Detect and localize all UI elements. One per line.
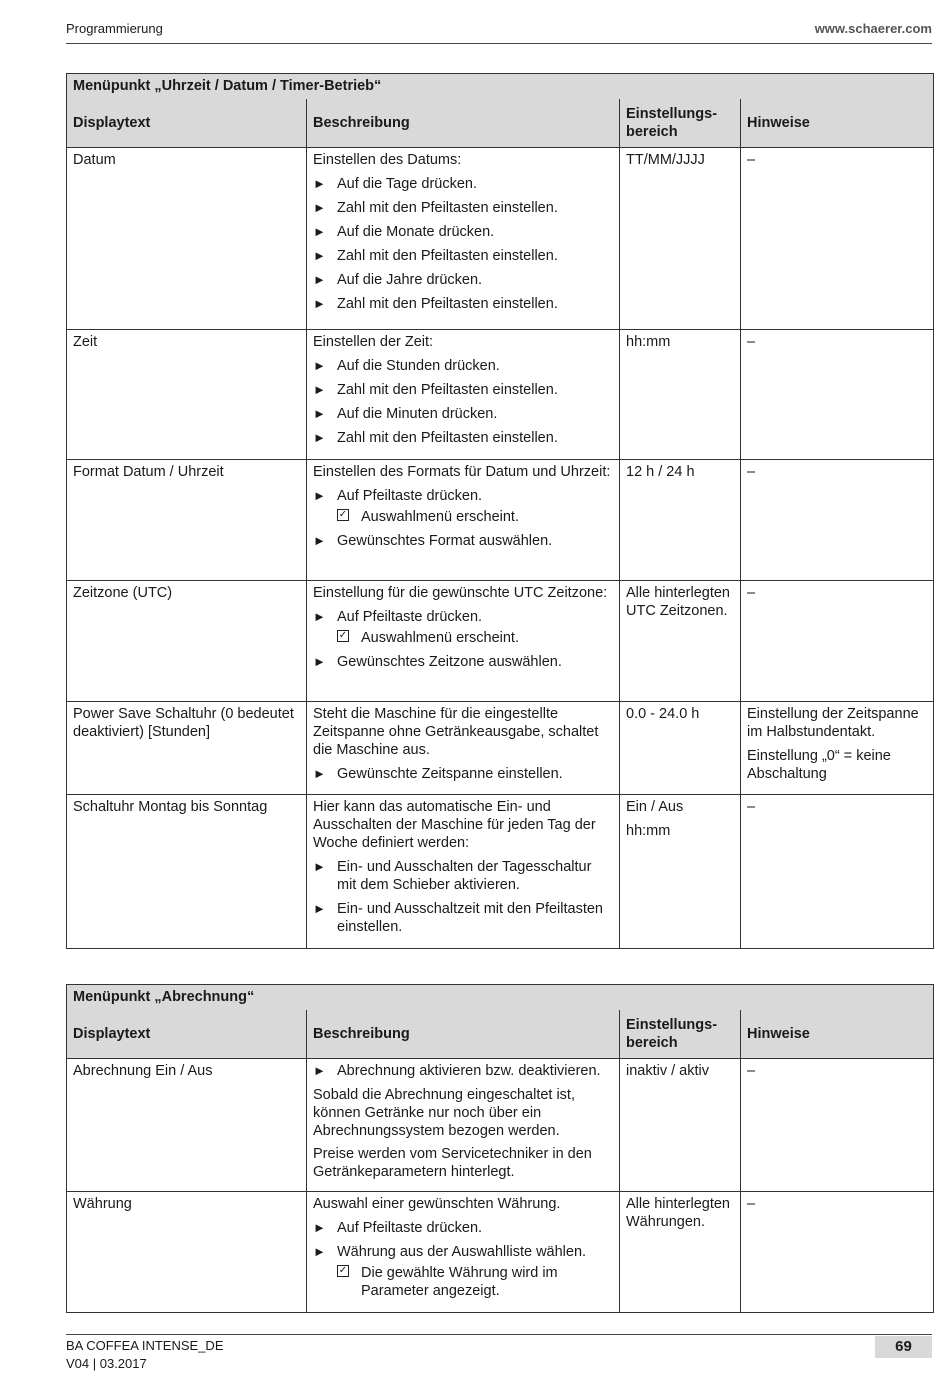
arrow-right-icon: ►: [313, 1243, 326, 1259]
note-text: Einstellung „0“ = keine Abschaltung: [747, 747, 891, 782]
checkbox-checked-icon: ✓: [338, 508, 348, 520]
footer-divider: [66, 1334, 932, 1335]
cell-description: [307, 459, 620, 580]
table-timer-settings: [66, 73, 934, 949]
header-divider: [66, 43, 932, 44]
result-note: [313, 508, 613, 526]
step-text: Gewünschte Zeitspanne einstellen.: [337, 765, 563, 782]
table-billing-settings: [66, 984, 934, 1313]
table-row: [67, 1058, 934, 1191]
step-text: Auf Pfeiltaste drücken.: [337, 608, 483, 625]
step-text: Gewünschtes Format auswählen.: [337, 532, 553, 549]
instruction-step: [313, 429, 613, 447]
col-header-display: Displaytext: [67, 99, 307, 147]
cell-range: [620, 147, 741, 329]
arrow-right-icon: ►: [313, 405, 326, 421]
header-section: Programmierung: [66, 21, 163, 36]
col-header-desc: Beschreibung: [307, 99, 620, 147]
step-text: Auf die Jahre drücken.: [337, 271, 483, 288]
result-text: Die gewählte Währung wird im Parameter angezeigt.: [361, 1264, 558, 1299]
range-value: hh:mm: [626, 822, 671, 839]
step-text: Auf Pfeiltaste drücken.: [337, 1219, 483, 1236]
cell-displaytext: Power Save Schaltuhr (0 bedeutet deaktiviert) [Stunden]: [67, 701, 307, 794]
range-value: inaktiv / aktiv: [626, 1062, 709, 1079]
instruction-step: [313, 199, 613, 217]
table-title: Menüpunkt „Abrechnung“: [67, 985, 934, 1011]
description-lead: Steht die Maschine für die eingestellte Zeitspanne ohne Getränkeausgabe, schaltet die Maschine aus.: [313, 705, 599, 758]
arrow-right-icon: ►: [313, 271, 326, 287]
checkbox-checked-icon: ✓: [338, 629, 348, 641]
description-lead: Hier kann das automatische Ein- und Ausschalten der Maschine für jeden Tag der Woche definiert werden:: [313, 798, 596, 851]
instruction-step: [313, 1062, 613, 1080]
table-row: [67, 329, 934, 459]
table-row: [67, 794, 934, 948]
cell-displaytext: Währung: [67, 1191, 307, 1312]
cell-displaytext: Zeit: [67, 329, 307, 459]
arrow-right-icon: ►: [313, 381, 326, 397]
instruction-step: [313, 1219, 613, 1237]
step-text: Zahl mit den Pfeiltasten einstellen.: [337, 429, 558, 446]
cell-notes: [741, 147, 934, 329]
range-value: Alle hinterlegten UTC Zeitzonen.: [626, 584, 730, 619]
table-row: [67, 147, 934, 329]
arrow-right-icon: ►: [313, 223, 326, 239]
arrow-right-icon: ►: [313, 1062, 326, 1078]
cell-range: [620, 701, 741, 794]
arrow-right-icon: ►: [313, 765, 326, 781]
cell-displaytext: Datum: [67, 147, 307, 329]
cell-displaytext: Schaltuhr Montag bis Sonntag: [67, 794, 307, 948]
step-text: Ein- und Ausschaltzeit mit den Pfeiltasten einstellen.: [337, 900, 603, 935]
cell-notes: [741, 1058, 934, 1191]
arrow-right-icon: ►: [313, 608, 326, 624]
cell-displaytext: Zeitzone (UTC): [67, 580, 307, 701]
description-paragraph: Sobald die Abrechnung eingeschaltet ist, können Getränke nur noch über ein Abrechnungssystem bezogen werden.: [313, 1086, 575, 1139]
instruction-step: [313, 405, 613, 423]
page-number: 69: [875, 1336, 932, 1358]
note-text: –: [747, 584, 756, 601]
arrow-right-icon: ►: [313, 199, 326, 215]
note-text: –: [747, 463, 756, 480]
instruction-step: [313, 271, 613, 289]
arrow-right-icon: ►: [313, 900, 326, 916]
cell-range: [620, 1058, 741, 1191]
table-row: [67, 459, 934, 580]
arrow-right-icon: ►: [313, 487, 326, 503]
step-text: Zahl mit den Pfeiltasten einstellen.: [337, 295, 558, 312]
header-website[interactable]: www.schaerer.com: [814, 21, 932, 36]
arrow-right-icon: ►: [313, 429, 326, 445]
arrow-right-icon: ►: [313, 175, 326, 191]
cell-description: [307, 794, 620, 948]
cell-notes: [741, 329, 934, 459]
note-text: Einstellung der Zeitspanne im Halbstundentakt.: [747, 705, 919, 740]
description-lead: Einstellen des Formats für Datum und Uhrzeit:: [313, 463, 611, 480]
footer-version: V04 | 03.2017: [66, 1356, 147, 1371]
step-text: Abrechnung aktivieren bzw. deaktivieren.: [337, 1062, 601, 1079]
table-title: Menüpunkt „Uhrzeit / Datum / Timer-Betrieb“: [67, 74, 934, 100]
cell-notes: [741, 701, 934, 794]
description-lead: Einstellen des Datums:: [313, 151, 462, 168]
arrow-right-icon: ►: [313, 295, 326, 311]
note-text: –: [747, 151, 756, 168]
range-value: TT/MM/JJJJ: [626, 151, 705, 168]
step-text: Auf die Minuten drücken.: [337, 405, 498, 422]
range-value: 12 h / 24 h: [626, 463, 695, 480]
result-note: [313, 1264, 613, 1300]
cell-description: [307, 329, 620, 459]
instruction-step: [313, 900, 613, 936]
range-value: hh:mm: [626, 333, 671, 350]
cell-range: [620, 1191, 741, 1312]
arrow-right-icon: ►: [313, 247, 326, 263]
footer-document: BA COFFEA INTENSE_DE: [66, 1338, 224, 1353]
cell-description: [307, 580, 620, 701]
range-value: Ein / Aus: [626, 798, 684, 815]
step-text: Währung aus der Auswahlliste wählen.: [337, 1243, 587, 1260]
note-text: –: [747, 798, 756, 815]
instruction-step: [313, 1243, 613, 1261]
instruction-step: [313, 381, 613, 399]
step-text: Auf die Monate drücken.: [337, 223, 495, 240]
table-row: [67, 701, 934, 794]
arrow-right-icon: ►: [313, 858, 326, 874]
note-text: –: [747, 1062, 756, 1079]
col-header-display: Displaytext: [67, 1010, 307, 1058]
cell-notes: [741, 794, 934, 948]
result-note: [313, 629, 613, 647]
cell-notes: [741, 459, 934, 580]
instruction-step: [313, 487, 613, 505]
range-value: Alle hinterlegten Währungen.: [626, 1195, 730, 1230]
step-text: Zahl mit den Pfeiltasten einstellen.: [337, 247, 558, 264]
cell-displaytext: Format Datum / Uhrzeit: [67, 459, 307, 580]
table-row: [67, 1191, 934, 1312]
arrow-right-icon: ►: [313, 357, 326, 373]
cell-range: [620, 329, 741, 459]
col-header-desc: Beschreibung: [307, 1010, 620, 1058]
cell-description: [307, 701, 620, 794]
step-text: Auf die Stunden drücken.: [337, 357, 500, 374]
description-lead: Auswahl einer gewünschten Währung.: [313, 1195, 561, 1212]
description-paragraph: Preise werden vom Servicetechniker in den Getränkeparametern hinterlegt.: [313, 1145, 592, 1180]
col-header-range: Einstellungs-bereich: [620, 99, 741, 147]
checkbox-checked-icon: ✓: [338, 1264, 348, 1276]
description-lead: Einstellung für die gewünschte UTC Zeitzone:: [313, 584, 608, 601]
cell-displaytext: Abrechnung Ein / Aus: [67, 1058, 307, 1191]
cell-range: [620, 580, 741, 701]
result-text: Auswahlmenü erscheint.: [361, 629, 519, 646]
result-text: Auswahlmenü erscheint.: [361, 508, 519, 525]
instruction-step: [313, 608, 613, 626]
cell-notes: [741, 1191, 934, 1312]
cell-notes: [741, 580, 934, 701]
instruction-step: [313, 858, 613, 894]
cell-description: [307, 1058, 620, 1191]
arrow-right-icon: ►: [313, 1219, 326, 1235]
step-text: Zahl mit den Pfeiltasten einstellen.: [337, 381, 558, 398]
instruction-step: [313, 765, 613, 783]
instruction-step: [313, 175, 613, 193]
arrow-right-icon: ►: [313, 653, 326, 669]
cell-description: [307, 147, 620, 329]
cell-range: [620, 459, 741, 580]
instruction-step: [313, 247, 613, 265]
cell-range: [620, 794, 741, 948]
step-text: Zahl mit den Pfeiltasten einstellen.: [337, 199, 558, 216]
instruction-step: [313, 532, 613, 550]
step-text: Gewünschtes Zeitzone auswählen.: [337, 653, 562, 670]
arrow-right-icon: ►: [313, 532, 326, 548]
note-text: –: [747, 333, 756, 350]
col-header-notes: Hinweise: [741, 99, 934, 147]
step-text: Auf die Tage drücken.: [337, 175, 477, 192]
col-header-notes: Hinweise: [741, 1010, 934, 1058]
cell-description: [307, 1191, 620, 1312]
col-header-range: Einstellungs-bereich: [620, 1010, 741, 1058]
step-text: Auf Pfeiltaste drücken.: [337, 487, 483, 504]
note-text: –: [747, 1195, 756, 1212]
table-row: [67, 580, 934, 701]
description-lead: Einstellen der Zeit:: [313, 333, 434, 350]
instruction-step: [313, 357, 613, 375]
instruction-step: [313, 295, 613, 313]
instruction-step: [313, 653, 613, 671]
instruction-step: [313, 223, 613, 241]
step-text: Ein- und Ausschalten der Tagesschaltur mit dem Schieber aktivieren.: [337, 858, 592, 893]
range-value: 0.0 - 24.0 h: [626, 705, 700, 722]
